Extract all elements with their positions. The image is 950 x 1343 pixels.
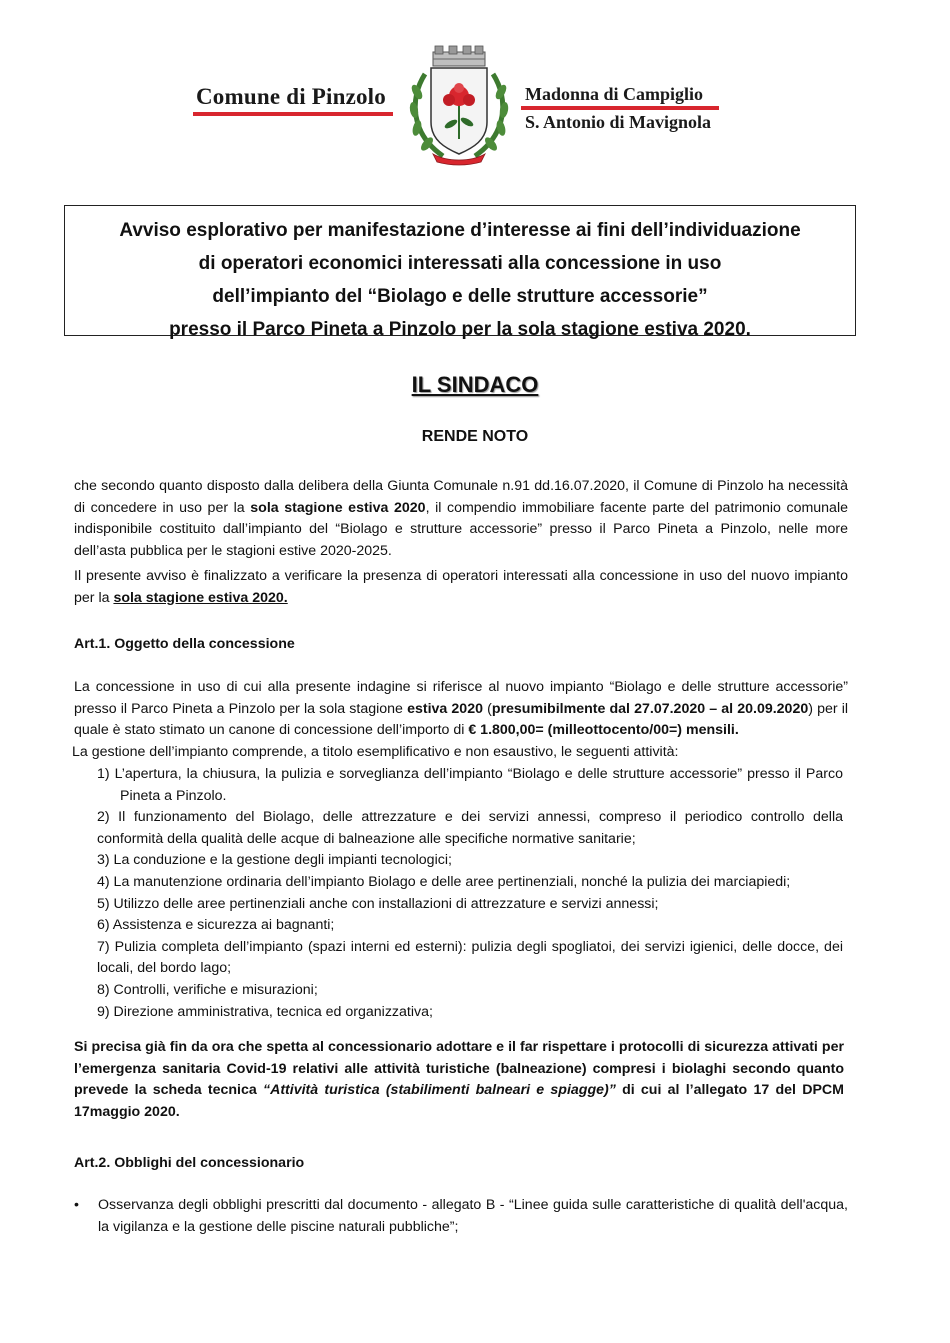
red-rule-right (521, 106, 719, 110)
note-text-c: di cui al l’allegato 17 del DPCM 17maggio 2020. (74, 1082, 844, 1120)
title-line-1: Avviso esplorativo per manifestazione d’interesse ai fini dell’individuazione (119, 220, 801, 241)
note-italic-title: “Attività turistica (stabilimenti balneari e spiagge)” (262, 1082, 616, 1099)
list-item: 3) La conduzione e la gestione degli impianti tecnologici; (97, 852, 452, 869)
art1-p1-bold-b: estiva 2020 (407, 700, 483, 717)
bullet-icon: • (74, 1197, 79, 1213)
obligation-text: Osservanza degli obblighi prescritti dal documento - allegato B - “Linee guida sulle caratteristiche di qualità dell'acqua, la vigilanza e la gestione delle piscine naturali pubbliche”; (98, 1197, 848, 1235)
intro-p1-bold: sola stagione estiva 2020 (250, 499, 426, 516)
article-1-title: Art.1. Oggetto della concessione (74, 636, 295, 652)
list-item: 1) L’apertura, la chiusura, la pulizia e sorveglianza dell’impianto “Biolago e delle strutture accessorie” presso il Parco Pineta a Pinzolo. (97, 766, 843, 804)
activities-list (97, 764, 843, 1023)
list-item: 9) Direzione amministrativa, tecnica ed organizzativa; (97, 1003, 433, 1020)
place-name-1: Madonna di Campiglio (525, 84, 704, 104)
article-1-paragraph-1 (74, 677, 848, 742)
article-1-paragraph-2: La gestione dell’impianto comprende, a titolo esemplificativo e non esaustivo, le seguenti attività: (72, 744, 679, 760)
intro-p1-text-a: che secondo quanto disposto dalla delibera della Giunta Comunale n.91 dd.16.07.2020, il Comune di Pinzolo ha necessità di concedere in uso per la (74, 478, 848, 516)
title-line-3: dell’impianto del “Biolago e delle strutture accessorie” (212, 286, 708, 307)
list-item: 2) Il funzionamento del Biolago, delle attrezzature e dei servizi annessi, compreso il periodico controllo della conformità della qualità delle acque di balneazione alle specifiche normative sanitarie; (97, 809, 843, 847)
intro-p2-bold-underlined: sola stagione estiva 2020. (113, 589, 288, 606)
list-item: 8) Controlli, verifiche e misurazioni; (97, 981, 318, 998)
note-text-a: Si precisa già fin da ora che spetta al concessionario adottare e il far rispettare i protocolli di sicurezza attivati per l’emergenza sanitaria Covid-19 relativi alle attività turistiche (balneazione) compresi i biolaghi secondo quanto prevede la scheda tecnica (74, 1039, 844, 1099)
red-rule-left (193, 112, 393, 116)
letterhead (0, 40, 950, 170)
art1-p1-bold-amount: € 1.800,00= (milleottocento/00=) mensili. (468, 722, 739, 739)
list-item: 7) Pulizia completa dell’impianto (spazi interni ed esterni): pulizia degli spogliatoi, dei servizi igienici, delle docce, dei locali, del bordo lago; (97, 938, 843, 977)
intro-p2-text: Il presente avviso è finalizzato a verificare la presenza di operatori interessati alla concessione in uso del nuovo impianto per la (74, 568, 848, 606)
heading-sindaco: IL SINDACO (411, 372, 539, 397)
list-item: 6) Assistenza e sicurezza ai bagnanti; (97, 917, 335, 934)
intro-paragraph-1 (74, 476, 848, 562)
list-item: 5) Utilizzo delle aree pertinenziali anche con installazioni di attrezzature e servizi annessi; (97, 895, 659, 912)
covid-safety-note (74, 1037, 844, 1123)
art1-p1-bold-dates: presumibilmente dal 27.07.2020 – al 20.09.2020 (491, 700, 809, 717)
title-line-4: presso il Parco Pineta a Pinzolo per la sola stagione estiva 2020. (169, 319, 751, 340)
municipal-crest-icon (403, 44, 515, 166)
art1-p1-text-c: ( (482, 700, 492, 717)
subheading-rende-noto: RENDE NOTO (421, 428, 529, 445)
title-line-2: di operatori economici interessati alla concessione in uso (198, 253, 722, 274)
obligation-bullet-1 (74, 1195, 848, 1238)
art1-p1-text-e: ) per il quale è stato stimato un canone di concessione dell’importo di (74, 700, 849, 739)
intro-paragraph-2 (74, 566, 848, 609)
art1-p1-text-a: La concessione in uso di cui alla presente indagine si riferisce al nuovo impianto “Biolago e delle strutture accessorie” presso il Parco Pineta a Pinzolo per la sola stagione (74, 679, 848, 717)
municipality-name: Comune di Pinzolo (196, 84, 386, 109)
article-2-title: Art.2. Obblighi del concessionario (74, 1155, 305, 1171)
list-item: 4) La manutenzione ordinaria dell’impianto Biolago e delle aree pertinenziali, nonché la pulizia dei marciapiedi; (97, 873, 791, 890)
place-name-2: S. Antonio di Mavignola (525, 112, 712, 132)
notice-title-box (64, 205, 856, 340)
intro-p1-text-c: , il compendio immobiliare facente parte del patrimonio comunale indisponibile costituito dall’impianto del “Biolago e strutture accessorie” presso il Parco Pineta a Pinzolo, nelle more dell’asta pubblica per le stagioni estive 2020-2025. (74, 499, 848, 559)
